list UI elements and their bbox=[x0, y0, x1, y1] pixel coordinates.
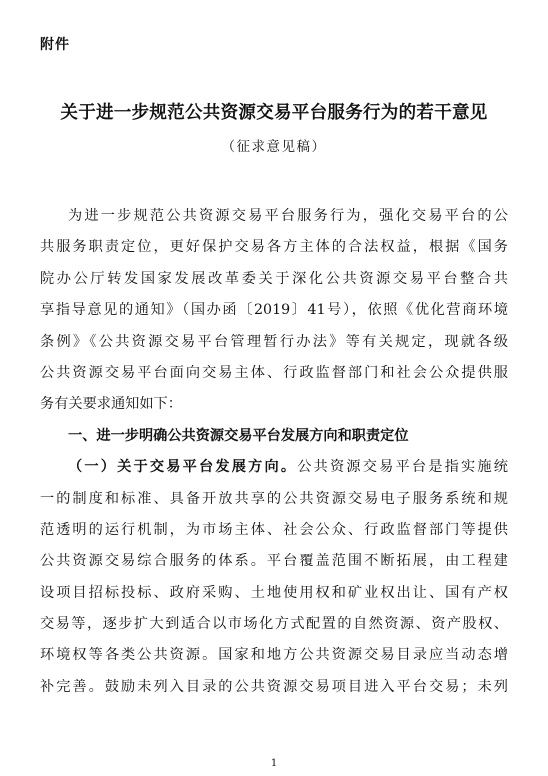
paragraph-first-line bbox=[40, 452, 508, 483]
intro-line: 院办公厅转发国家发展改革委关于深化公共资源交易平台整合共 bbox=[40, 270, 508, 287]
intro-line: 公共资源交易平台面向交易主体、行政监督部门和社会公众提供服 bbox=[40, 364, 508, 381]
intro-line: 为进一步规范公共资源交易平台服务行为，强化交易平台的公 bbox=[68, 208, 508, 224]
sub-heading: （一）关于交易平台发展方向。 bbox=[68, 459, 298, 476]
paragraph-line: 交易等，逐步扩大到适合以市场化方式配置的自然资源、资产股权、 bbox=[40, 616, 508, 633]
intro-line: 享指导意见的通知》（国办函〔2019〕41号），依照《优化营商环境 bbox=[40, 302, 508, 319]
paragraph-line: 设项目招标投标、政府采购、土地使用权和矿业权出让、国有产权 bbox=[40, 584, 508, 601]
page-number: 1 bbox=[270, 758, 278, 769]
document-title: 关于进一步规范公共资源交易平台服务行为的若干意见 bbox=[60, 103, 488, 123]
intro-line: 务有关要求通知如下： bbox=[40, 396, 182, 413]
document-body bbox=[40, 201, 508, 703]
paragraph-line: 公共资源交易综合服务的体系。平台覆盖范围不断拓展，由工程建 bbox=[40, 553, 508, 570]
intro-line: 条例》《公共资源交易平台管理暂行办法》等有关规定，现就各级 bbox=[40, 333, 508, 350]
paragraph-line: 补完善。鼓励未列入目录的公共资源交易项目进入平台交易；未列 bbox=[40, 678, 508, 695]
document-subtitle: （征求意见稿） bbox=[221, 139, 327, 155]
paragraph-text: 公共资源交易平台是指实施统 bbox=[297, 459, 508, 476]
attachment-label: 附件 bbox=[40, 37, 70, 53]
intro-line: 共服务职责定位，更好保护交易各方主体的合法权益，根据《国务 bbox=[40, 239, 508, 256]
paragraph-line: 环境权等各类公共资源。国家和地方公共资源交易目录应当动态增 bbox=[40, 647, 508, 664]
paragraph-line: 一的制度和标准、具备开放共享的公共资源交易电子服务系统和规 bbox=[40, 490, 508, 507]
section-heading: 一、进一步明确公共资源交易平台发展方向和职责定位 bbox=[68, 427, 409, 444]
paragraph-line: 范透明的运行机制，为市场主体、社会公众、行政监督部门等提供 bbox=[40, 521, 508, 538]
